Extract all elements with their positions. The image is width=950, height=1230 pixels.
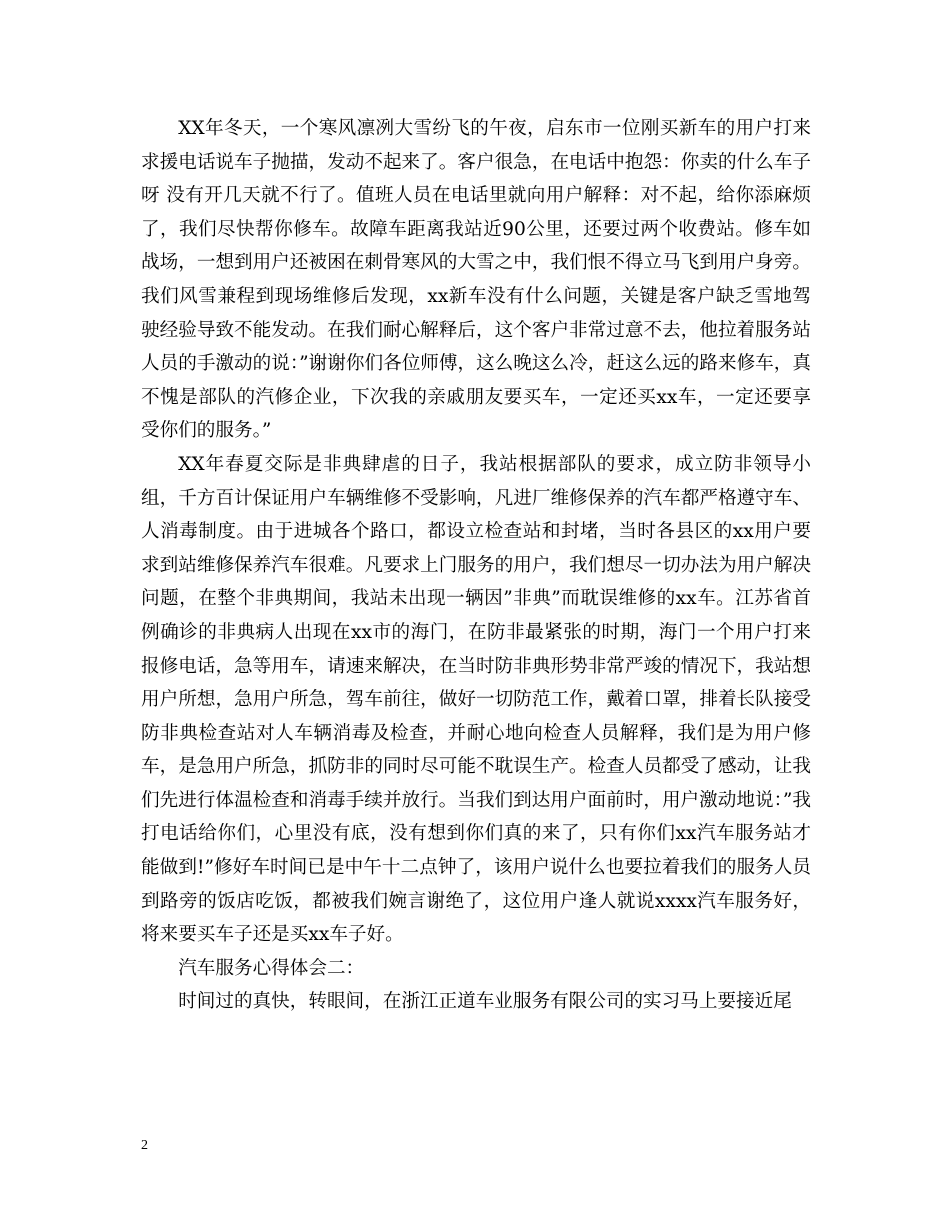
page-number: 2 (141, 1138, 148, 1153)
paragraph-winter-rescue: XX年冬天，一个寒风凛冽大雪纷飞的午夜，启东市一位刚买新车的用户打来求援电话说车子抛描，发动不起来了。客户很急，在电话中抱怨：你卖的什么车子呀 没有开几天就不行了。值班人员在电话里就向用户解释：对不起，给你添麻烦了，我们尽快帮你修车。故障车距离我站近90公里，还要过两个收费站。修车如战场，一想到用户还被困在刺骨寒风的大雪之中，我们恨不得立马飞到用户身旁。我们风雪兼程到现场维修后发现，xx新车没有什么问题，关键是客户缺乏雪地驾驶经验导致不能发动。在我们耐心解释后，这个客户非常过意不去，他拉着服务站人员的手激动的说：”谢谢你们各位师傅，这么晚这么冷，赶这么远的路来修车，真不愧是部队的汽修企业，下次我的亲戚朋友要买车，一定还买xx车，一定还要享受你们的服务。” (141, 118, 811, 442)
section-heading-second-reflection: 汽车服务心得体会二： (178, 957, 365, 979)
document-body (141, 112, 811, 1019)
paragraph-sars-service: XX年春夏交际是非典肆虐的日子，我站根据部队的要求，成立防非领导小组，千方百计保证用户车辆维修不受影响，凡进厂维修保养的汽车都严格遵守车、人消毒制度。由于进城各个路口，都设立检查站和封堵，当时各县区的xx用户要求到站维修保养汽车很难。凡要求上门服务的用户，我们想尽一切办法为用户解决问题，在整个非典期间，我站未出现一辆因”非典”而耽误维修的xx车。江苏省首例确诊的非典病人出现在xx市的海门，在防非最紧张的时期，海门一个用户打来报修电话，急等用车，请速来解决，在当时防非典形势非常严竣的情况下，我站想用户所想，急用户所急，驾车前往，做好一切防范工作，戴着口罩，排着长队接受防非典检查站对人车辆消毒及检查，并耐心地向检查人员解释，我们是为用户修车，是急用户所急，抓防非的同时尽可能不耽误生产。检查人员都受了感动，让我们先进行体温检查和消毒手续并放行。当我们到达用户面前时，用户激动地说：”我打电话给你们，心里没有底，没有想到你们真的来了，只有你们xx汽车服务站才能做到!”修好车时间已是中午十二点钟了，该用户说什么也要拉着我们的服务人员到路旁的饭店吃饭，都被我们婉言谢绝了，这位用户逢人就说xxxx汽车服务好，将来要买车子还是买xx车子好。 (141, 453, 811, 946)
paragraph-internship-intro: 时间过的真快，转眼间，在浙江正道车业服务有限公司的实习马上要接近尾 (178, 991, 792, 1013)
